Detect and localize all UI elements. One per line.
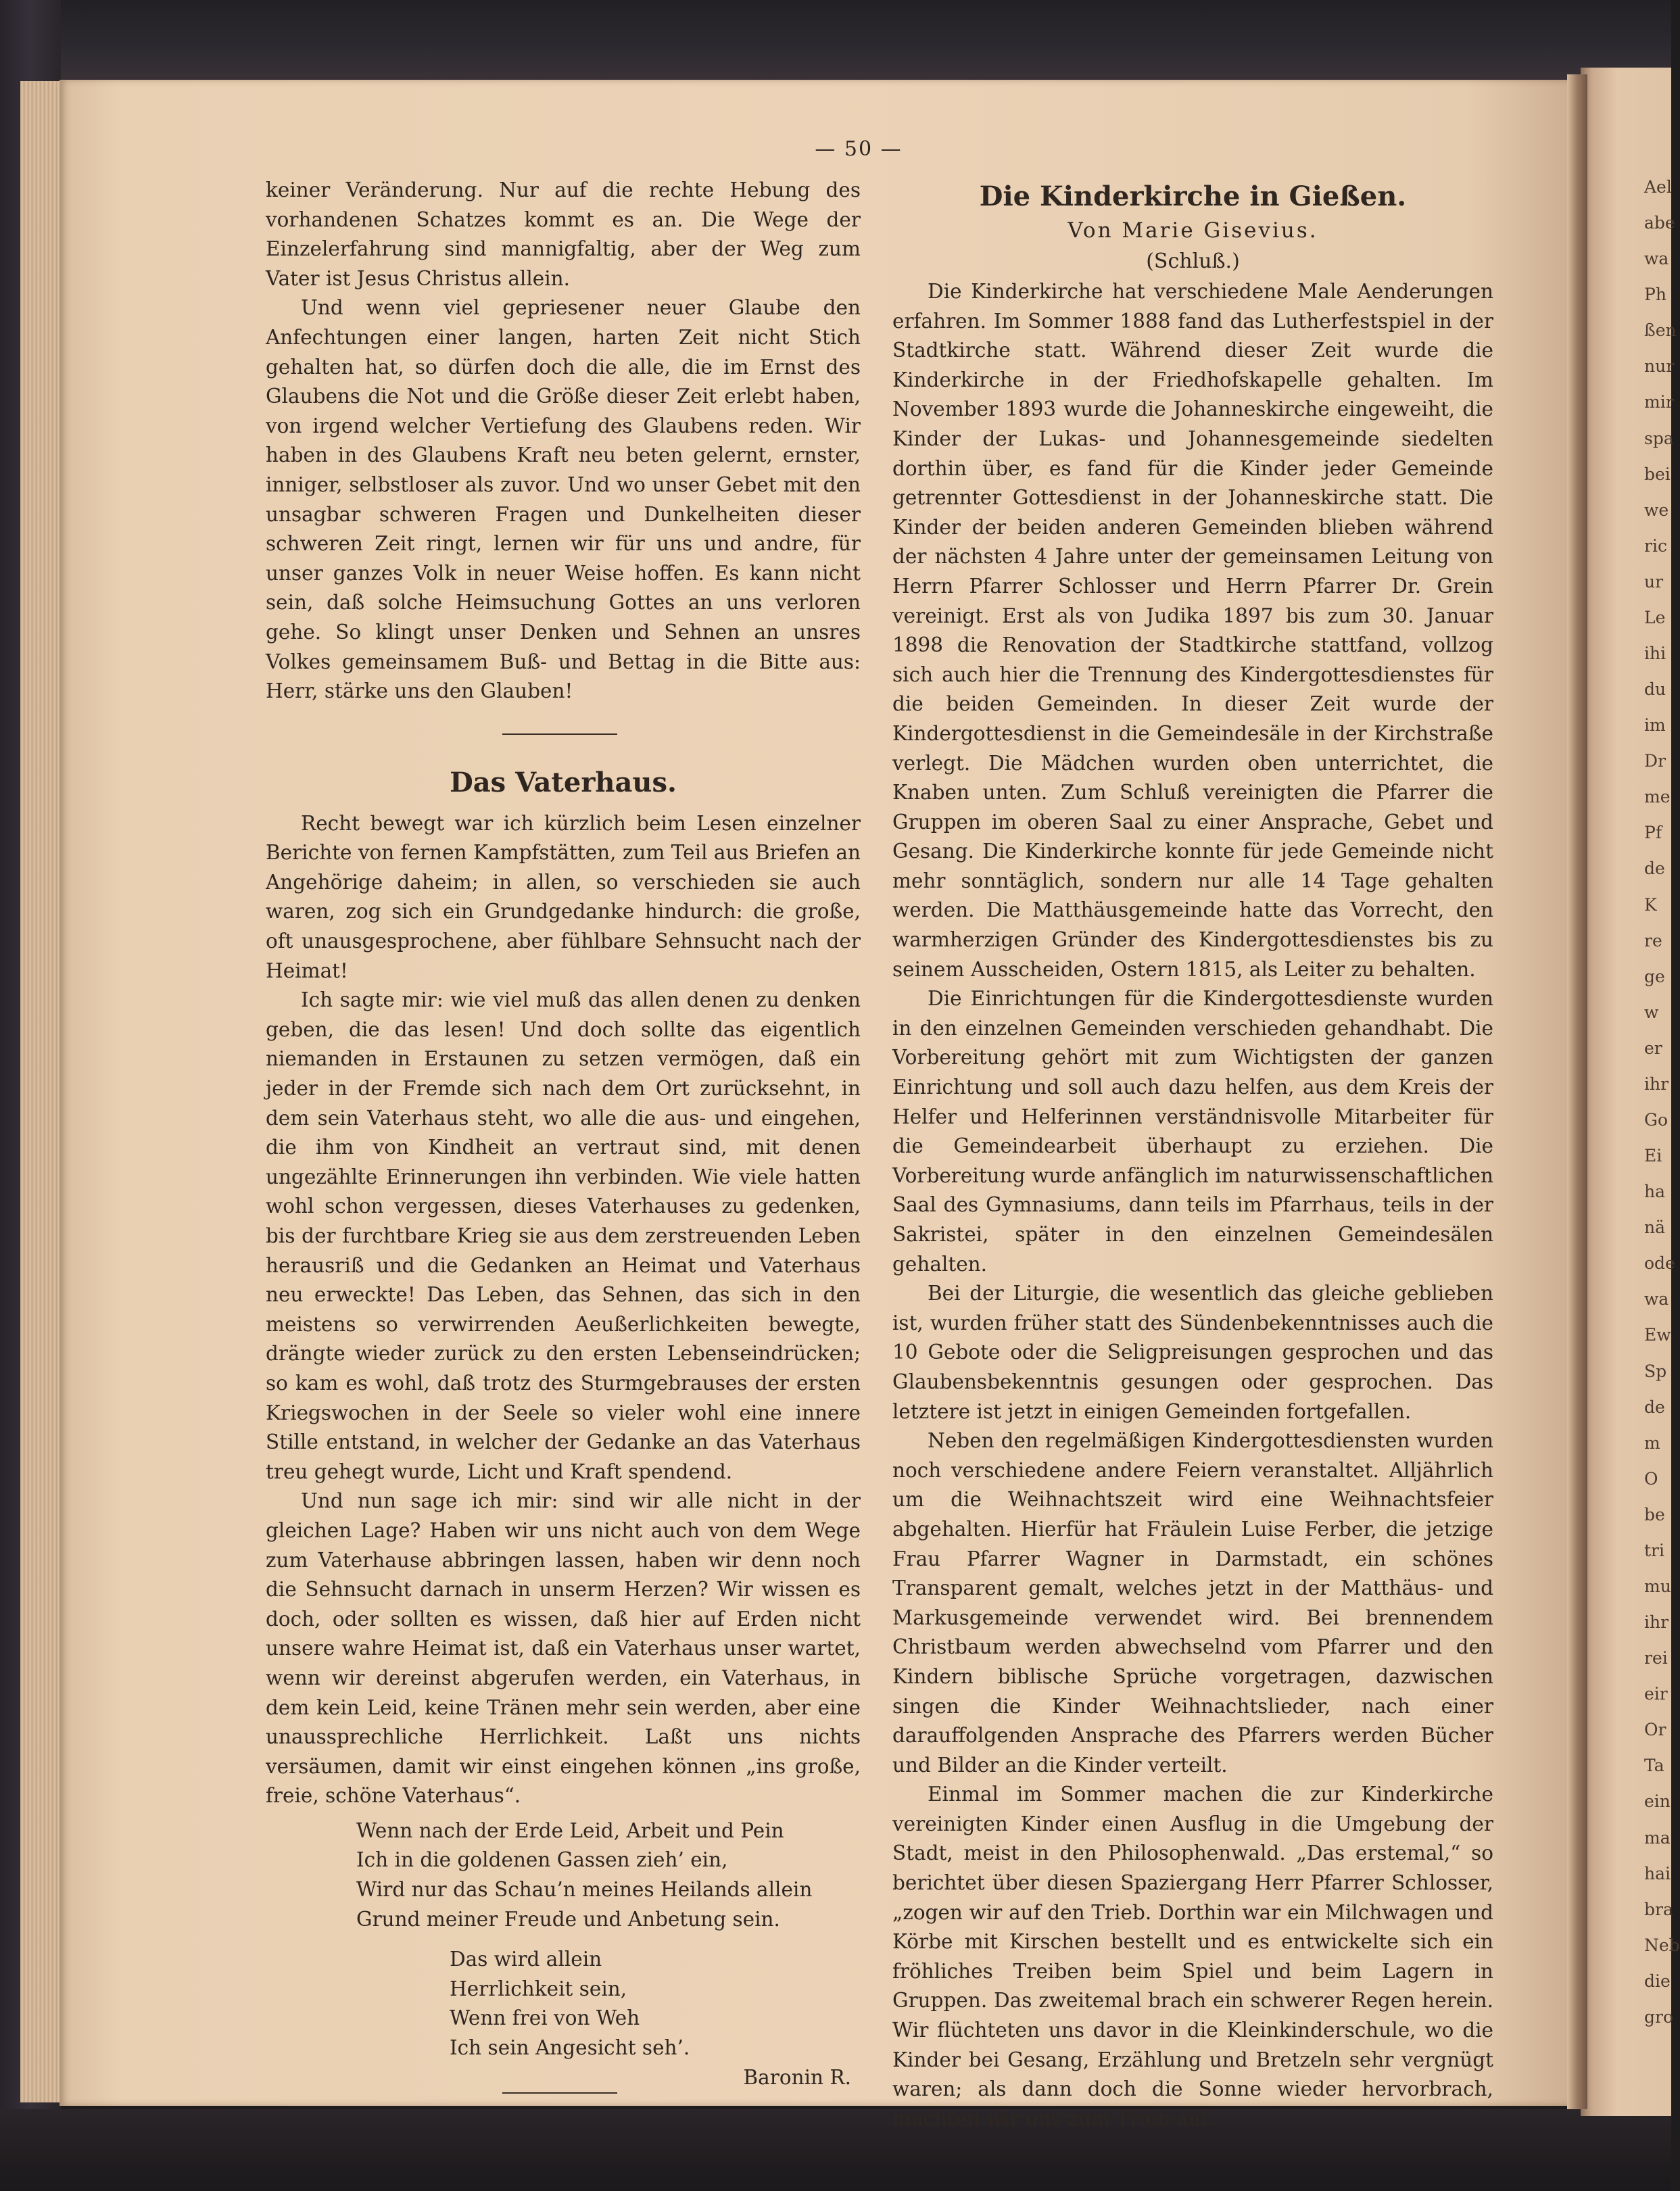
facing-page-fragment: Ta (1644, 1756, 1664, 1776)
facing-page-fragment: ihi (1644, 644, 1666, 663)
facing-page-fragment: de (1644, 859, 1665, 879)
right-column (892, 178, 1493, 2134)
facing-page-fragment: Or (1644, 1720, 1666, 1740)
facing-page-fragment: rei (1644, 1648, 1668, 1668)
poem-line: Grund meiner Freude und Anbetung sein. (356, 1907, 780, 1931)
poem-line: Ich sein Angesicht seh’. (450, 2036, 690, 2060)
facing-page-fragment: im (1644, 715, 1666, 736)
poem-line: Wird nur das Schau’n meines Heilands allein (356, 1878, 813, 1902)
facing-page-fragment: die (1644, 1971, 1671, 1991)
facing-page-fragment: Neb (1644, 1935, 1680, 1955)
facing-page-fragment: m (1644, 1432, 1660, 1453)
facing-page-fragment: ein (1644, 1791, 1671, 1812)
page-number: — 50 — (815, 137, 903, 161)
paragraph: Die Kinderkirche hat verschiedene Male Aenderungen erfahren. Im Sommer 1888 fand das Lutherfestspiel in der Stadtkirche statt. Während dieser Zeit wurde die Kinderkirche in der Friedhofskapelle gehalten. Im November 1893 wurde die Johanneskirche eingeweiht, die Kinder der Lukas- und Johannesgemeinde siedelten dorthin über, es fand für die Kinder jeder Gemeinde getrennter Gottesdienst in der Johanneskirche statt. Die Kinder der beiden anderen Gemeinden blieben während der nächsten 4 Jahre unter der gemeinsamen Leitung von Herrn Pfarrer Schlosser und Herrn Pfarrer Dr. Grein vereinigt. Erst als von Judika 1897 bis zum 30. Januar 1898 die Renovation der Stadtkirche stattfand, vollzog sich auch hier die Trennung des Kindergottesdienstes für die beiden Gemeinden. In dieser Zeit wurde der Kindergottesdienst in die Gemeindesäle in der Kirchstraße verlegt. Die Mädchen wurden oben unterrichtet, die Knaben unten. Zum Schluß vereinigten die Pfarrer die Gruppen im oberen Saal zu einer Ansprache, Gebet und Gesang. Die Kinderkirche konnte für jede Gemeinde nicht mehr sonntäglich, sondern nur alle 14 Tage gehalten werden. Die Matthäusgemeinde hatte das Vorrecht, den warmherzigen Gründer des Kindergottesdienstes bis zu seinem Ausscheiden, Ostern 1815, als Leiter zu behalten. (892, 280, 1493, 981)
facing-page-fragment: be (1644, 1504, 1665, 1524)
facing-page-fragment: ric (1644, 535, 1667, 556)
facing-page-fragment: K (1644, 894, 1657, 915)
paragraph: Die Einrichtungen für die Kindergottesdienste wurden in den einzelnen Gemeinden verschieden gehandhabt. Die Vorbereitung gehört mit zum Wichtigsten der ganzen Einrichtung und soll auch dazu helfen, aus dem Kreis der Helfer und Helferinnen verständnisvolle Mitarbeiter für die Gemeindearbeit überhaupt zu erziehen. Die Vorbereitung wurde anfänglich im naturwissenschaftlichen Saal des Gymnasiums, dann teils im Pfarrhaus, teils in der Sakristei, später in den einzelnen Gemeindesälen gehalten. (892, 987, 1493, 1276)
byline: Von Marie Gisevius. (1067, 218, 1318, 243)
facing-page-fragment: wa (1644, 1289, 1669, 1309)
poem-stanza (266, 1945, 861, 2063)
facing-page-fragment: Ael (1644, 177, 1672, 197)
facing-page-fragment: hai (1644, 1863, 1671, 1883)
facing-page-fragment: du (1644, 679, 1666, 700)
poem-stanza (266, 1816, 861, 1934)
paragraph: Ich sagte mir: wie viel muß das allen denen zu denken geben, die das lesen! Und doch sollte das eigentlich niemanden in Erstaunen zu setzen vermögen, daß ein jeder in der Fremde sich nach dem Ort zurücksehnt, in dem sein Vaterhaus steht, wo alle die aus- und eingehen, die ihm von Kindheit an vertraut sind, mit denen ungezählte Erinnerungen ihn verbinden. Wie viele hatten wohl schon vergessen, dieses Vaterhauses zu gedenken, bis der furchtbare Krieg sie aus dem zerstreuenden Leben herausriß und die Gedanken an Heimat und Vaterhaus neu erweckte! Das Leben, das Sehnen, das sich in den meistens so verwirrenden Aeußerlichkeiten bewegte, drängte wieder zurück zu den ersten Lebenseindrücken; so kam es wohl, daß trotz des Sturmgebrauses der ersten Kriegswochen in der Seele so vieler wohl eine innere Stille entstand, in welcher der Gedanke an das Vaterhaus treu gehegt wurde, Licht und Kraft spendend. (266, 988, 861, 1483)
facing-page-fragment: wa (1644, 249, 1669, 269)
facing-page-fragment: Ew (1644, 1325, 1671, 1345)
book-gutter (1567, 74, 1587, 2109)
poem-line: Wenn frei von Weh (450, 2006, 640, 2030)
facing-page-fragment: ge (1644, 966, 1665, 986)
paragraph: Einmal im Sommer machen die zur Kinderkirche vereinigten Kinder einen Ausflug in die Umgebung der Stadt, meist in den Philosophenwald. „Das erstemal,“ so berichtet über diesen Spaziergang Herr Pfarrer Schlosser, „zogen wir auf den Trieb. Dorthin war ein Milchwagen und Körbe mit Kirschen bestellt und es entwickelte sich ein fröhliches Treiben beim Spiel und beim Lagern in Gruppen. Das zweitemal brach ein schwerer Regen herein. Wir flüchteten uns davor in die Kleinkinderschule, wo die Kinder bei Gesang, Erzählung und Bretzeln sehr vergnügt waren; als dann doch die Sonne wieder hervorbrach, machten wir uns zum Trieb auf. (892, 1783, 1493, 2130)
paragraph: Und nun sage ich mir: sind wir alle nicht in der gleichen Lage? Haben wir uns nicht auch von dem Wege zum Vaterhause abbringen lassen, haben wir denn noch die Sehnsucht darnach in unserm Herzen? Wir wissen es doch, oder sollten es wissen, daß hier auf Erden nicht unsere wahre Heimat ist, daß ein Vaterhaus unser wartet, wenn wir dereinst abgerufen werden, ein Vaterhaus, in dem kein Leid, keine Tränen mehr sein werden, aber eine unaussprechliche Herrlichkeit. Laßt uns nichts versäumen, damit wir einst eingehen können „ins große, freie, schöne Vaterhaus“. (266, 1489, 861, 1808)
facing-page-fragment: mir (1644, 392, 1674, 412)
facing-page-fragment: er (1644, 1038, 1662, 1058)
facing-page-fragment: O (1644, 1468, 1658, 1489)
facing-page-fragment: spa (1644, 428, 1674, 448)
facing-page-fragment: w (1644, 1002, 1659, 1022)
paragraph: Und wenn viel gepriesener neuer Glaube den Anfechtungen einer langen, harten Zeit nicht Stich gehalten hat, so dürfen doch die alle, die im Ernst des Glaubens die Not und die Größe dieser Zeit erlebt haben, von irgend welcher Vertiefung des Glaubens reden. Wir haben in des Glaubens Kraft neu beten gelernt, ernster, inniger, selbstloser als zuvor. Und wo unser Gebet mit den unsagbar schweren Fragen und Dunkelheiten dieser schweren Zeit ringt, lernen wir für uns und andre, für unser ganzes Volk in neuer Weise hoffen. Es kann nicht sein, daß solche Heimsuchung Gottes an uns verloren gehe. So klingt unser Denken und Sehnen an unsres Volkes gemeinsamem Buß- und Bettag in die Bitte aus: Herr, stärke uns den Glauben! (266, 296, 861, 703)
facing-page-fragment: bra (1644, 1899, 1673, 1919)
signature: Baronin R. (743, 2065, 851, 2089)
facing-page-fragment: Sp (1644, 1361, 1667, 1381)
facing-page-fragment: ha (1644, 1182, 1666, 1202)
left-column (266, 176, 861, 2094)
facing-page-fragment: bei (1644, 464, 1671, 484)
facing-page-fragment: gro (1644, 2006, 1674, 2027)
facing-page-fragment: ma (1644, 1827, 1671, 1848)
poem-line: Ich in die goldenen Gassen zieh’ ein, (356, 1848, 728, 1872)
marble-background-top (0, 0, 1671, 81)
facing-page-fragment: nur (1644, 356, 1675, 377)
facing-page-fragment: nä (1644, 1218, 1666, 1238)
facing-page-fragment: abe (1644, 213, 1675, 233)
section-divider (502, 2092, 617, 2094)
paragraph: keiner Veränderung. Nur auf die rechte Hebung des vorhandenen Schatzes kommt es an. Die Wege der Einzelerfahrung sind mannigfaltig, aber der Weg zum Vater ist Jesus Christus allein. (266, 178, 861, 290)
paragraph: Recht bewegt war ich kürzlich beim Lesen einzelner Berichte von fernen Kampfstätten, zum Teil aus Briefen an Angehörige daheim; in allen, so verschieden sie auch waren, zog sich ein Grundgedanke hindurch: die große, oft unausgesprochene, aber fühlbare Sehnsucht nach der Heimat! (266, 811, 861, 982)
paragraph: Bei der Liturgie, die wesentlich das gleiche geblieben ist, wurden früher statt des Sündenbekenntnisses auch die 10 Gebote oder die Seligpreisungen gesprochen und das Glaubensbekenntnis gesungen oder gesprochen. Das letztere ist jetzt in einigen Gemeinden fortgefallen. (892, 1282, 1493, 1423)
facing-page-fragment: me (1644, 787, 1671, 807)
facing-page-fragment: Ph (1644, 285, 1666, 305)
facing-page-fragment: tri (1644, 1540, 1664, 1560)
facing-page-fragment: we (1644, 500, 1669, 520)
facing-page-fragment: ur (1644, 571, 1664, 592)
poem-line: Das wird allein (450, 1948, 602, 1971)
facing-page-fragment: ihr (1644, 1074, 1669, 1094)
facing-page-fragment: mu (1644, 1576, 1671, 1596)
poem-line: Herrlichkeit sein, (450, 1977, 627, 2000)
facing-page-fragment: Le (1644, 607, 1666, 627)
facing-page-fragment: eir (1644, 1684, 1668, 1704)
article-title: Das Vaterhaus. (450, 766, 677, 798)
facing-page-fragment: ßen (1644, 320, 1677, 341)
facing-page-fragment: Ei (1644, 1146, 1662, 1166)
facing-page-fragment: de (1644, 1397, 1665, 1417)
facing-page-fragment: ode (1644, 1253, 1675, 1274)
paragraph: Neben den regelmäßigen Kindergottesdiensten wurden noch verschiedene andere Feiern veranstaltet. Alljährlich um die Weihnachtszeit wird eine Weihnachtsfeier abgehalten. Hierfür hat Fräulein Luise Ferber, die jetzige Frau Pfarrer Wagner in Darmstadt, ein schönes Transparent gemalt, welches jetzt in der Matthäus- und Markusgemeinde verwendet wird. Bei brennendem Christbaum werden abwechselnd vom Pfarrer und den Kindern biblische Sprüche vorgetragen, dazwischen singen die Kinder Weihnachtslieder, nach einer darauffolgenden Ansprache des Pfarrers werden Bücher und Bilder an die Kinder verteilt. (892, 1429, 1493, 1777)
facing-page-fragment: ihr (1644, 1612, 1669, 1633)
facing-page-fragment: Pf (1644, 823, 1662, 843)
article-title: Die Kinderkirche in Gießen. (979, 180, 1407, 212)
facing-page-fragment: Dr (1644, 751, 1666, 771)
poem-line: Wenn nach der Erde Leid, Arbeit und Pein (356, 1819, 784, 1842)
facing-page-fragment: Go (1644, 1110, 1669, 1130)
facing-page-fragment: re (1644, 930, 1662, 950)
subtitle: (Schluß.) (1146, 249, 1240, 273)
